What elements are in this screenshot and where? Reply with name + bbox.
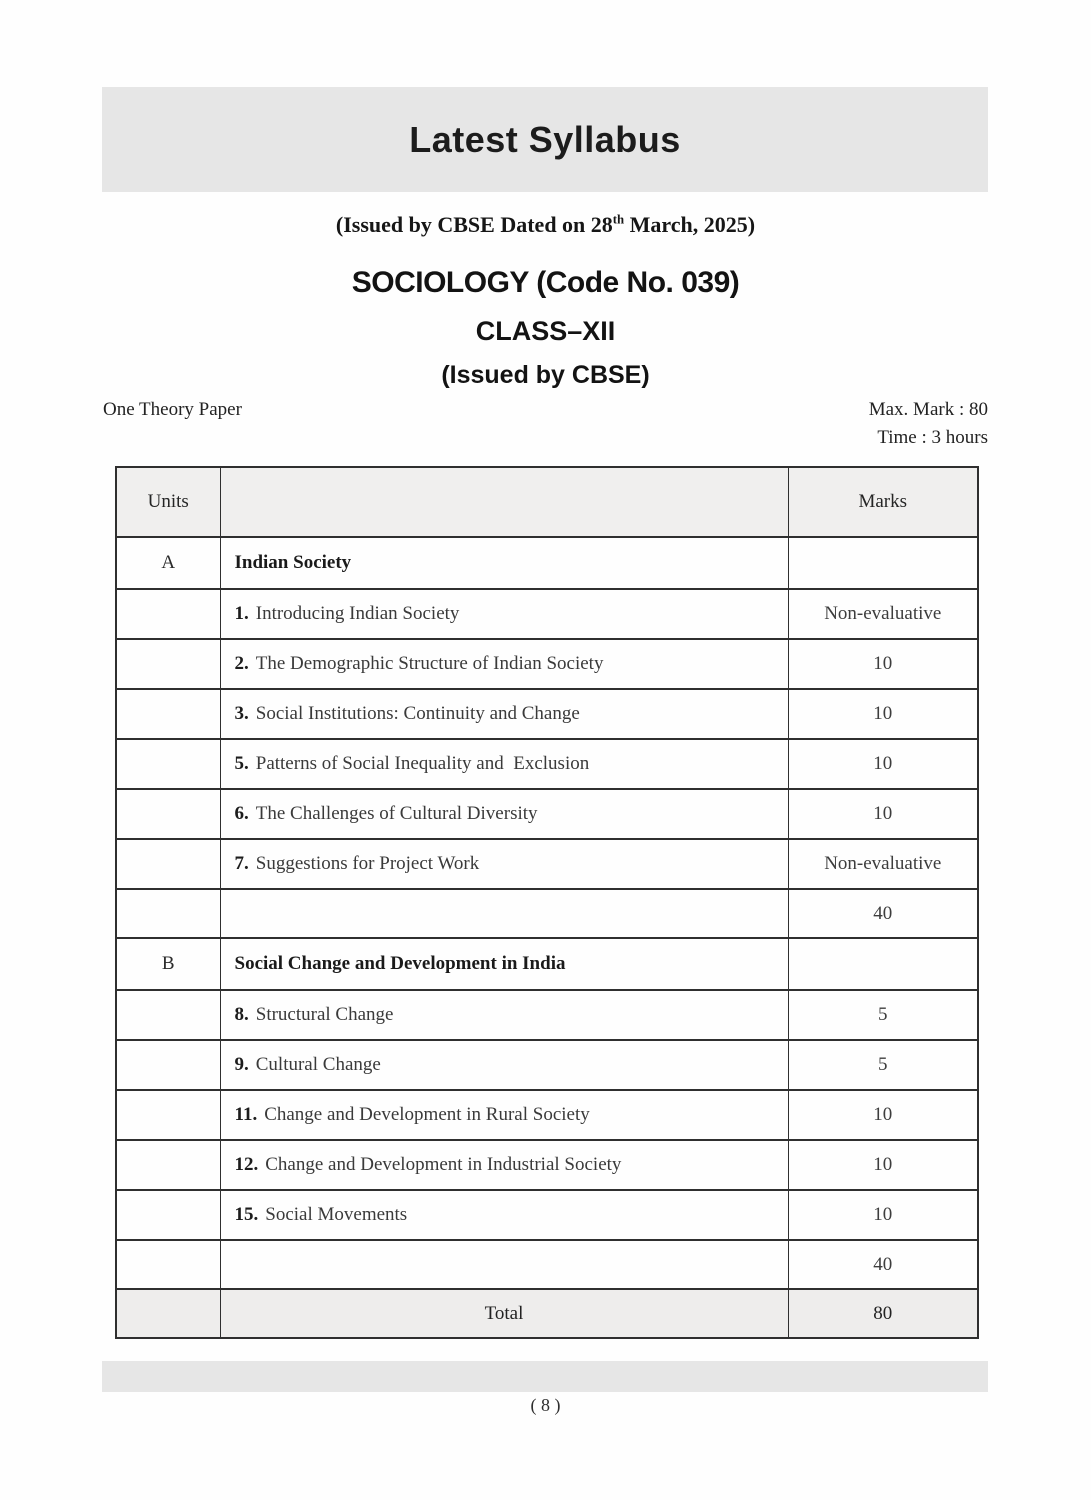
subtotal-row: [116, 889, 978, 938]
item-number: 9.: [234, 1054, 249, 1075]
unit-cell: [116, 1140, 220, 1190]
issued-date-line: [0, 212, 1091, 238]
subject-title: SOCIOLOGY (Code No. 039): [351, 266, 740, 299]
table-row: [116, 589, 978, 639]
units-header: Units: [116, 467, 220, 537]
unit-cell: [116, 1040, 220, 1090]
table-row: [116, 938, 978, 990]
table-row: [116, 639, 978, 689]
total-row: [116, 1289, 978, 1338]
title-cell: [220, 938, 788, 990]
unit-cell: [116, 1190, 220, 1240]
page-number: ( 8 ): [530, 1395, 561, 1415]
class-title: CLASS–XII: [475, 316, 616, 346]
item-title: Suggestions for Project Work: [255, 853, 480, 874]
marks-cell: 10: [788, 639, 978, 689]
title-cell: [220, 990, 788, 1040]
unit-cell: [116, 589, 220, 639]
title-cell: [220, 589, 788, 639]
marks-cell: 10: [788, 789, 978, 839]
title-cell: [220, 739, 788, 789]
unit-cell: [116, 689, 220, 739]
banner-title: Latest Syllabus: [409, 118, 681, 160]
table-row: [116, 789, 978, 839]
item-number: 2.: [234, 653, 249, 674]
marks-cell: 10: [788, 1090, 978, 1140]
unit-cell: [116, 639, 220, 689]
item-title: Cultural Change: [255, 1054, 381, 1075]
title-cell: [220, 889, 788, 938]
footer-bar: [102, 1361, 988, 1392]
total-label: Total: [220, 1289, 788, 1338]
marks-cell: 10: [788, 739, 978, 789]
unit-cell: [116, 789, 220, 839]
issued-date-ordinal: th: [612, 212, 625, 227]
unit-cell: [116, 889, 220, 938]
issued-date-prefix: (Issued by CBSE Dated on 28: [335, 212, 613, 237]
item-number: 1.: [234, 603, 249, 624]
item-title: Change and Development in Industrial Society: [265, 1154, 622, 1175]
marks-cell: Non-evaluative: [788, 589, 978, 639]
max-mark-label: Max. Mark : 80: [868, 399, 988, 420]
item-title: Indian Society: [234, 552, 352, 573]
marks-cell: Non-evaluative: [788, 839, 978, 889]
title-cell: [220, 1240, 788, 1289]
unit-cell: [116, 839, 220, 889]
item-title: Introducing Indian Society: [255, 603, 460, 624]
table-row: [116, 1090, 978, 1140]
title-cell: [220, 1140, 788, 1190]
item-title: Patterns of Social Inequality and Exclusion: [255, 753, 590, 774]
paper-type-label: One Theory Paper: [103, 399, 242, 420]
item-title: The Challenges of Cultural Diversity: [255, 803, 538, 824]
table-row: [116, 990, 978, 1040]
marks-cell: [788, 938, 978, 990]
item-number: 11.: [234, 1104, 258, 1125]
total-marks: 80: [788, 1289, 978, 1338]
item-number: 8.: [234, 1004, 249, 1025]
latest-syllabus-banner: [102, 87, 988, 192]
unit-cell: A: [116, 537, 220, 589]
marks-header: Marks: [788, 467, 978, 537]
table-row: [116, 537, 978, 589]
item-title: Social Institutions: Continuity and Change: [255, 703, 580, 724]
unit-cell: [116, 1289, 220, 1338]
title-cell: [220, 1040, 788, 1090]
unit-cell: [116, 990, 220, 1040]
item-number: 5.: [234, 753, 249, 774]
issued-by-line: (Issued by CBSE): [441, 361, 650, 389]
marks-cell: 10: [788, 689, 978, 739]
title-cell: [220, 537, 788, 589]
marks-cell: 5: [788, 990, 978, 1040]
item-number: 12.: [234, 1154, 259, 1175]
syllabus-table: [115, 466, 979, 1339]
marks-cell: 5: [788, 1040, 978, 1090]
title-cell: [220, 639, 788, 689]
marks-cell: 10: [788, 1190, 978, 1240]
unit-cell: [116, 1090, 220, 1140]
item-title: Change and Development in Rural Society: [264, 1104, 590, 1125]
item-title: Social Movements: [265, 1204, 408, 1225]
item-title: The Demographic Structure of Indian Society: [255, 653, 604, 674]
table-row: [116, 689, 978, 739]
table-header-row: [116, 467, 978, 537]
subject-header: [220, 467, 788, 537]
item-number: 7.: [234, 853, 249, 874]
table-row: [116, 1190, 978, 1240]
time-label: Time : 3 hours: [877, 427, 988, 448]
item-title: Structural Change: [255, 1004, 394, 1025]
title-cell: [220, 789, 788, 839]
table-row: [116, 839, 978, 889]
title-cell: [220, 1190, 788, 1240]
table-row: [116, 1040, 978, 1090]
marks-cell: 40: [788, 1240, 978, 1289]
item-number: 6.: [234, 803, 249, 824]
table-row: [116, 739, 978, 789]
marks-cell: [788, 537, 978, 589]
title-cell: [220, 689, 788, 739]
unit-cell: B: [116, 938, 220, 990]
issued-date-suffix: March, 2025): [624, 212, 756, 237]
marks-cell: 40: [788, 889, 978, 938]
item-number: 3.: [234, 703, 249, 724]
item-number: 15.: [234, 1204, 259, 1225]
subtotal-row: [116, 1240, 978, 1289]
table-row: [116, 1140, 978, 1190]
unit-cell: [116, 739, 220, 789]
title-cell: [220, 1090, 788, 1140]
unit-cell: [116, 1240, 220, 1289]
item-title: Social Change and Development in India: [234, 953, 566, 974]
title-cell: [220, 839, 788, 889]
marks-cell: 10: [788, 1140, 978, 1190]
